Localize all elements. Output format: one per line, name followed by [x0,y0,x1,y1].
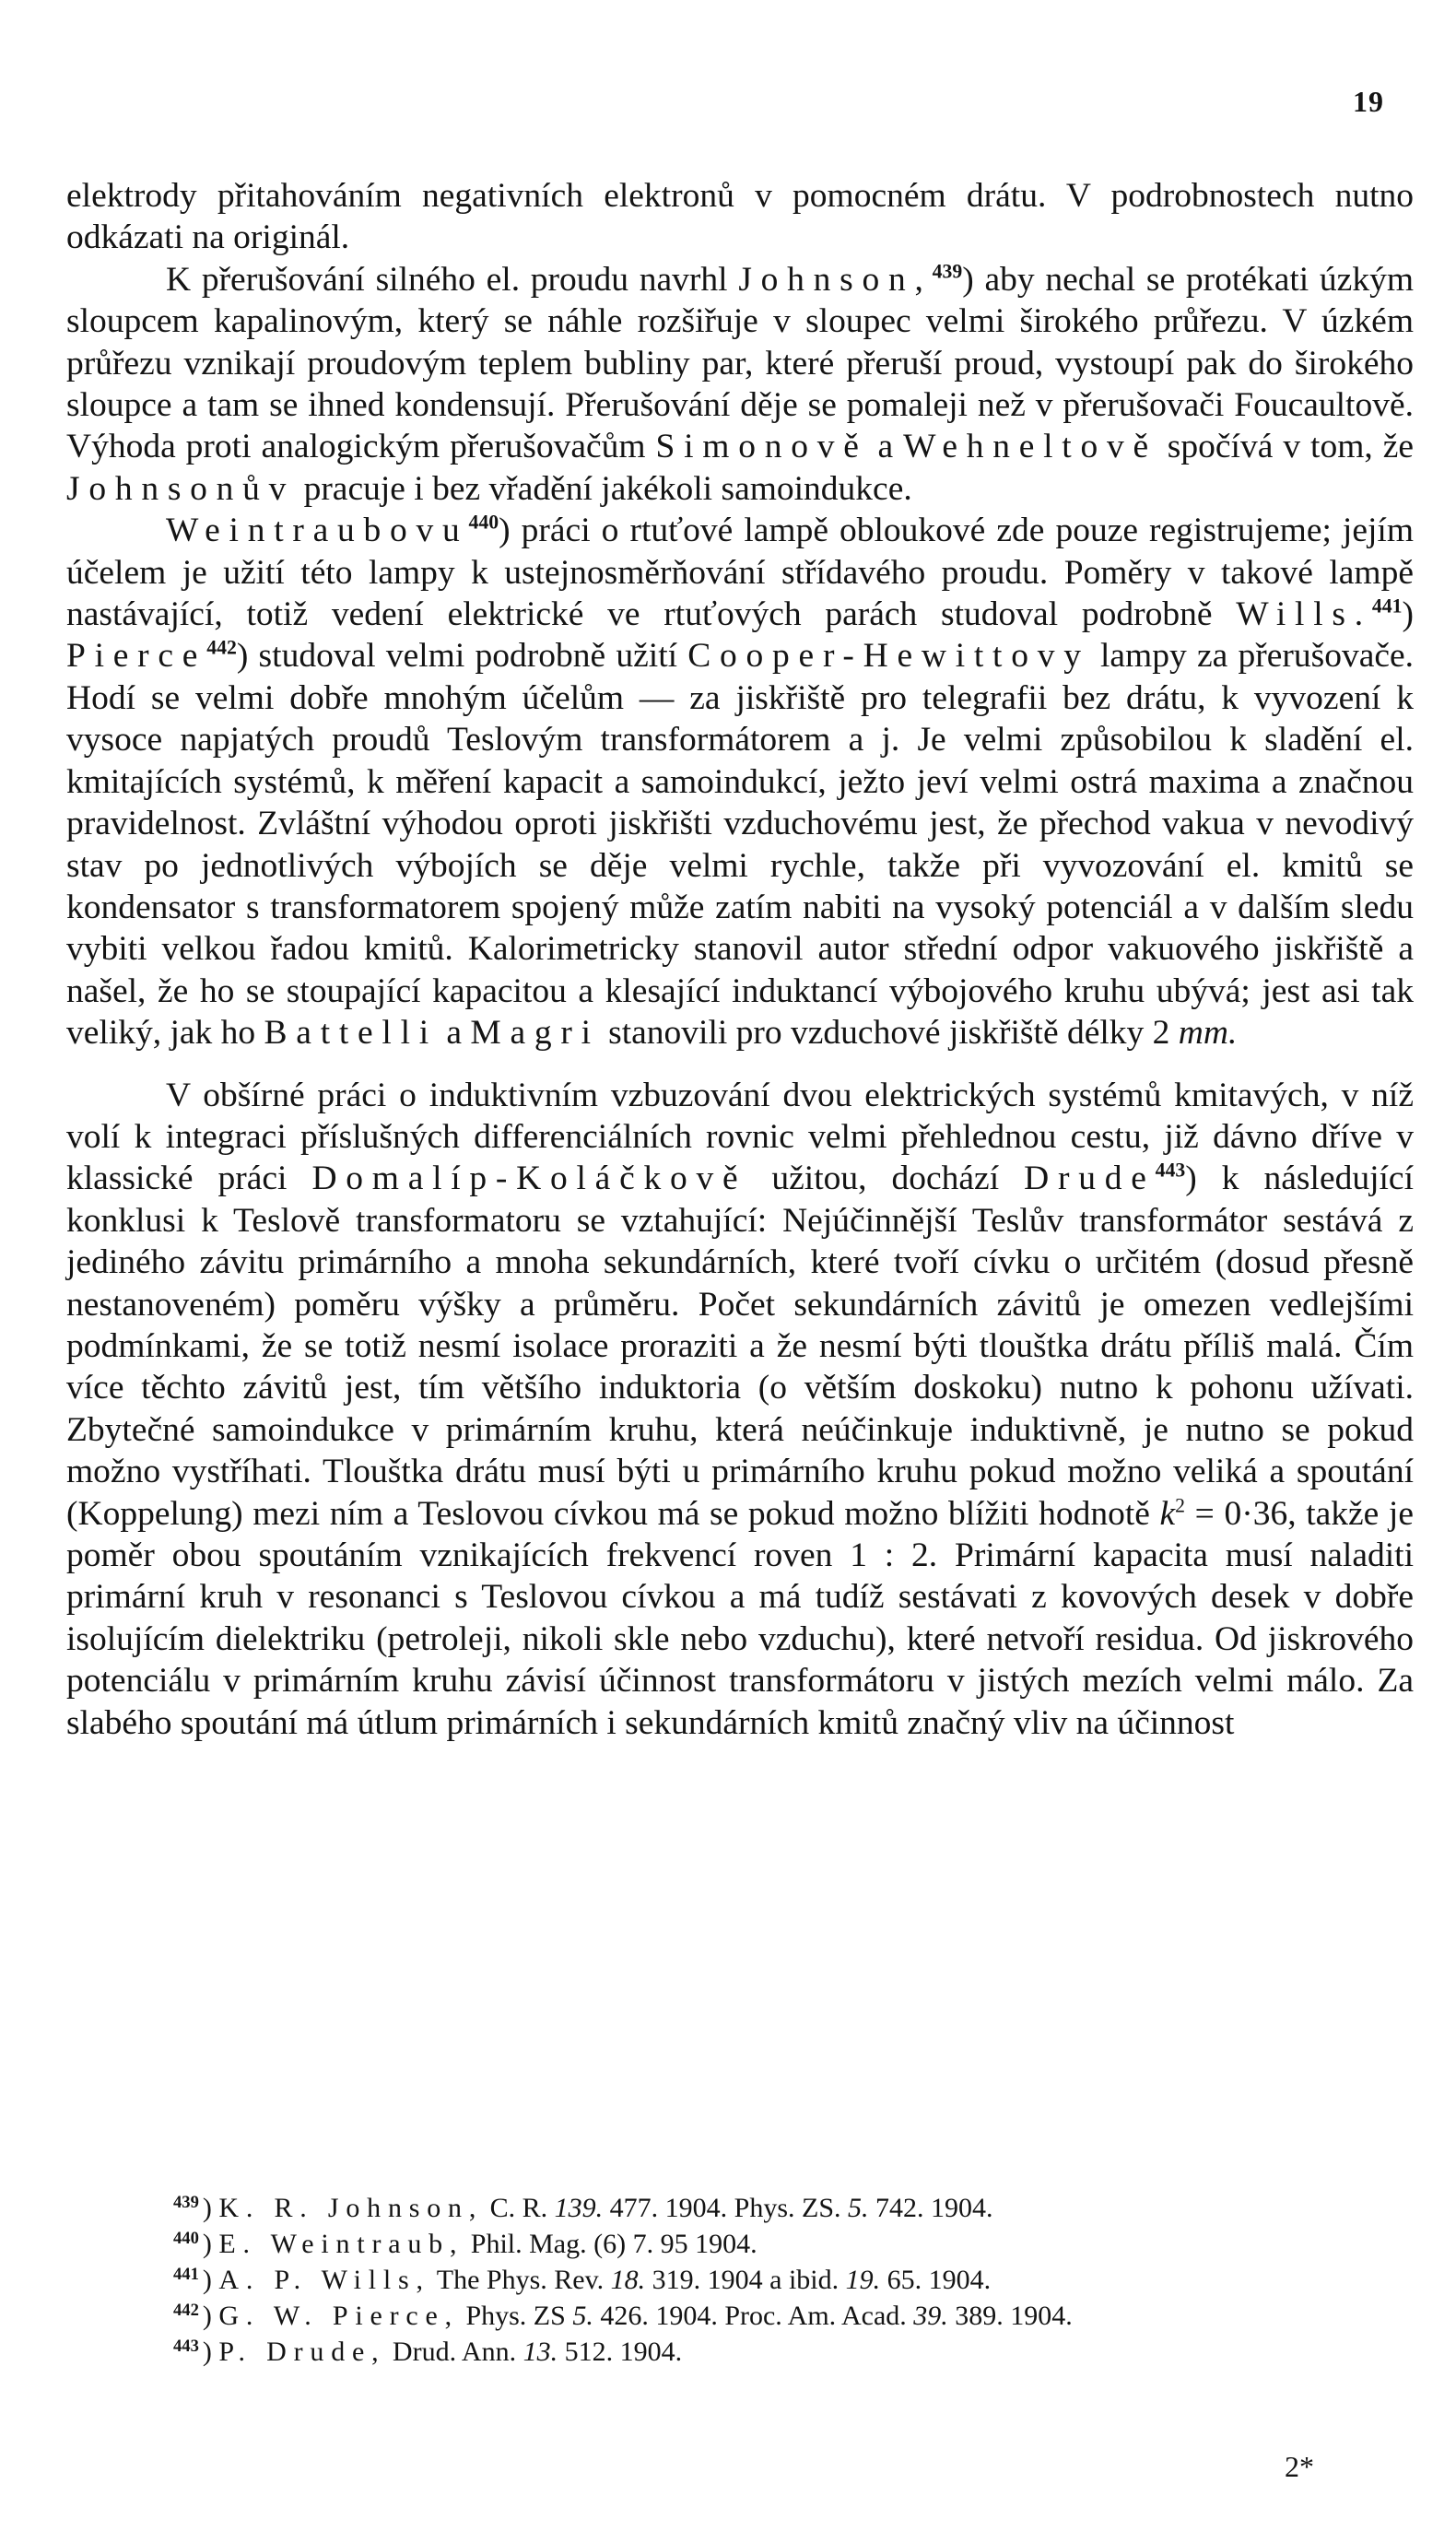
author-name: Wehneltově [903,428,1157,466]
footnote: $^{439}$ ) K. R. Johnson, C. R. 139. 477. 1904. Phys. ZS. 5. 742. 1904. [173,2192,993,2223]
paragraph-3: Weintraubovu$^{440}$) práci o rtuťové lampě obloukové zde pouze registrujeme; jejím účelem je užití této lampy k ustejnosměrňování střídavého proudu. Poměry v takové lampě nastávající, totiž vedení elektrické ve rtuťových parách studoval podrobně Wills.$^{441}$) Pierce$^{442}$) studoval velmi podrobně užití Cooper-Hewittovy lampy za přerušovače. Hodí se velmi dobře mnohým účelům — za jiskřiště pro telegrafii bez drátu, k vyvození k vysoce napjatých proudů Teslovým transformátorem a j. Je velmi způsobilou k sladění el. kmitajících systémů, k měření kapacit a samoindukcí, ježto jeví velmi ostrá maxima a značnou pravidelnost. Zvláštní výhodou oproti jiskřišti vzduchovému jest, že přechod vakua v nevodivý stav po jednotlivých výbojích se děje velmi rychle, takže při vyvozování el. kmitů se kondensator s transformatorem spojený může zatím nabiti na vysoký potenciál a v dalším sledu vybiti velkou řadou kmitů. Kalorimetricky stanovil autor střední odpor vakuového jiskřiště a našel, že ho se stoupající kapacitou a klesající induktancí výbojového kruhu ubývá; jest asi tak veliký, jak ho Battelli a Magri stanovili pro vzduchové jiskřiště délky 2 mm. [66,511,1414,1053]
footnote-ref: 440 [468,511,499,534]
author-name: Drude [1024,1160,1156,1198]
footnote-ref: 443 [1155,1159,1186,1182]
paragraph-2: K přerušování silného el. proudu navrhl Johnson,$^{439}$) aby nechal se protékati úzkým sloupcem kapalinovým, který se náhle rozšiřuje v sloupec velmi širokého průřezu. V úzkém průřezu vznikají proudovým teplem bubliny par, které přeruší proud, vystoupí pak do širokého sloupce a tam se ihned kondensují. Přerušování děje se pomaleji než v přerušovači Foucaultově. Výhoda proti analogickým přerušovačům Simonově a Wehneltově spočívá v tom, že Johnsonův pracuje i bez vřadění jakékoli samoindukce. [66,260,1414,508]
unit: mm. [1178,1014,1238,1053]
formula-variable: k [1159,1494,1176,1533]
author-name: Johnsonův [66,469,296,508]
author-name: Wills. [1236,595,1372,634]
signature-mark: 2* [1285,2450,1314,2483]
paragraph-4: V obšírné práci o induktivním vzbuzování dvou elektrických systémů kmitavých, v níž volí k integraci příslušných differenciálních rovnic velmi přehlednou cestu, již dávno dříve v klassické práci Domalíp-Koláčkově užitou, dochází Drude$^{443}$) k následující konklusi k Teslově transformatoru se vztahující: Nejúčinnější Teslův transformátor sestává z jediného závitu primárního a mnoha sekundárních, které tvoří cívku o určitém (dosud přesně nestanoveném) poměru výšky a průměru. Počet sekundárních závitů je omezen vedlejšími podmínkami, že se totiž nesmí isolace proraziti a že nesmí býti tlouštka drátu příliš malá. Čím více těchto závitů jest, tím většího induktoria (o větším doskoku) nutno k pohonu užívati. Zbytečné samoindukce v primárním kruhu, která neúčinkuje induktivně, je nutno se pokud možno vystříhati. Tlouštka drátu musí býti u primárního kruhu pokud možno veliká a spoutání (Koppelung) mezi ním a Teslovou cívkou má se pokud možno blížiti hodnotě $k^2 = 0\cdot 36$, takže je poměr obou spoutáním vznikajících frekvencí roven 1 : 2. Primární kapacita musí naladiti primární kruh v resonanci s Teslovou cívkou a má tudíž sestávati z kovových desek v dobře isolujícím dielektriku (petroleji, nikoli skle nebo vzduchu), které netvoří residua. Od jiskrového potenciálu v primárním kruhu závisí účinnost transformátoru v jistých mezích velmi málo. Za slabého spoutání má útlum primárních i sekundárních kmitů značný vliv na účinnost [66,1076,1414,1742]
footnote: $^{442}$ ) G. W. Pierce, Phys. ZS 5. 426. 1904. Proc. Am. Acad. 39. 389. 1904. [173,2300,1073,2331]
author-name: Domalíp-Koláčkově [311,1160,747,1198]
author-name: Weintraubovu [166,512,469,550]
footnote: $^{441}$ ) A. P. Wills, The Phys. Rev. 18. 319. 1904 a ibid. 19. 65. 1904. [173,2264,992,2295]
main-text [66,175,1414,1744]
footnote: $^{443}$ ) P. Drude, Drud. Ann. 13. 512. 1904. [173,2336,683,2367]
author-name: Johnson, [738,260,933,299]
author-name: Pierce [66,637,207,676]
footnotes [173,2190,1408,2370]
author-name: Magri [470,1014,600,1053]
footnote-ref: 439 [932,260,963,283]
footnote-ref: 441 [1371,594,1403,618]
formula-exponent: 2 [1175,1494,1186,1517]
page-number: 19 [1353,85,1384,118]
paragraph-1: elektrody přitahováním negativních elektronů v pomocném drátu. V podrobnostech nutno odkázati na originál. [66,177,1414,257]
author-name: Simonově [655,428,868,466]
author-name: Battelli [264,1014,438,1053]
footnote: $^{440}$ ) E. Weintraub, Phil. Mag. (6) 7. 95 1904. [173,2228,757,2259]
formula-value: = 0·36 [1185,1494,1288,1533]
author-name: Cooper-Hewittovy [687,637,1090,676]
footnote-ref: 442 [206,636,237,659]
